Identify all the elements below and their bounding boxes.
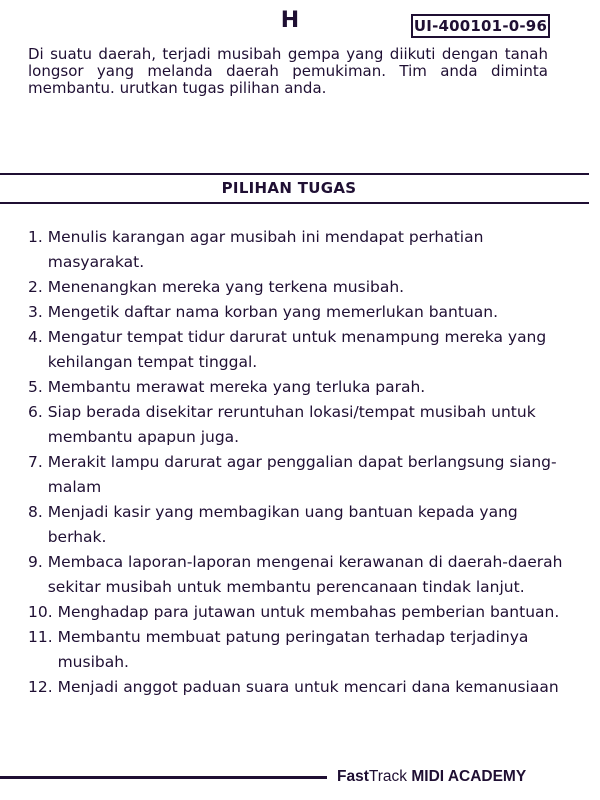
task-item: [28, 275, 568, 300]
task-item: [28, 600, 568, 625]
footer-brand: [337, 766, 526, 788]
task-number: 2.: [28, 278, 48, 296]
task-text: Menjadi anggot paduan suara untuk mencari dana kemanusiaan: [57, 678, 559, 696]
task-number: 10.: [28, 603, 58, 621]
task-number: 8.: [28, 503, 48, 521]
task-number: 3.: [28, 303, 48, 321]
task-item: [28, 675, 568, 700]
task-number: 7.: [28, 453, 48, 471]
task-text: Menulis karangan agar musibah ini mendapat perhatian masyarakat.: [47, 228, 484, 271]
task-number: 12.: [28, 678, 58, 696]
task-text: Merakit lampu darurat agar penggalian dapat berlangsung siang-malam: [47, 453, 557, 496]
section-divider-top: [0, 173, 589, 175]
task-item: [28, 625, 568, 675]
task-text: Membantu merawat mereka yang terluka parah.: [47, 378, 426, 396]
brand-track: Track: [368, 768, 408, 785]
task-text: Mengetik daftar nama korban yang memerlukan bantuan.: [47, 303, 499, 321]
task-item: [28, 500, 568, 550]
task-text: Menjadi kasir yang membagikan uang bantuan kepada yang berhak.: [47, 503, 518, 546]
task-text: Siap berada disekitar reruntuhan lokasi/tempat musibah untuk membantu apapun juga.: [47, 403, 536, 446]
task-text: Mengatur tempat tidur darurat untuk menampung mereka yang kehilangan tempat tinggal.: [47, 328, 547, 371]
intro-paragraph: Di suatu daerah, terjadi musibah gempa yang diikuti dengan tanah longsor yang melanda daerah pemukiman. Tim anda diminta membantu. urutkan tugas pilihan anda.: [28, 45, 548, 97]
task-item: [28, 300, 568, 325]
document-code: UI-400101-0-96: [411, 14, 550, 38]
task-item: [28, 400, 568, 450]
task-item: [28, 325, 568, 375]
task-number: 5.: [28, 378, 48, 396]
page-letter: H: [280, 8, 300, 33]
task-item: [28, 450, 568, 500]
task-number: 6.: [28, 403, 48, 421]
task-number: 11.: [28, 628, 58, 646]
task-item: [28, 375, 568, 400]
task-number: 9.: [28, 553, 48, 571]
brand-academy: MIDI ACADEMY: [407, 768, 527, 785]
footer-divider: [0, 776, 327, 779]
section-title: PILIHAN TUGAS: [221, 179, 357, 197]
brand-fast: Fast: [337, 768, 369, 785]
task-text: Membantu membuat patung peringatan terhadap terjadinya musibah.: [57, 628, 529, 671]
task-item: [28, 550, 568, 600]
task-list: [28, 225, 568, 700]
task-text: Menghadap para jutawan untuk membahas pemberian bantuan.: [57, 603, 560, 621]
task-text: Membaca laporan-laporan mengenai kerawanan di daerah-daerah sekitar musibah untuk membantu perencanaan tindak lanjut.: [47, 553, 563, 596]
task-text: Menenangkan mereka yang terkena musibah.: [47, 278, 405, 296]
task-number: 1.: [28, 228, 48, 246]
task-item: [28, 225, 568, 275]
section-divider-bottom: [0, 202, 589, 204]
task-number: 4.: [28, 328, 48, 346]
